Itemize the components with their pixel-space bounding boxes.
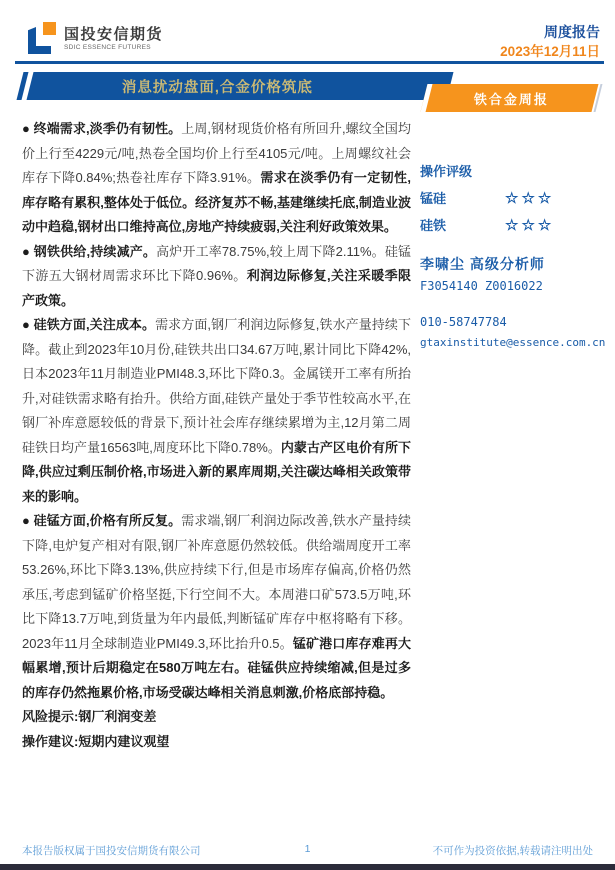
bottom-bar xyxy=(0,864,615,870)
category-label: 铁合金周报 xyxy=(474,91,550,107)
body-text-bold: 利润边际修复,关注采暖季限产政策。 xyxy=(22,268,411,308)
rating-row-ferrosilicon xyxy=(420,215,615,234)
body-text-bold: 需求在淡季仍有一定韧性,库存略有累积,整体处于低位。经济复苏不畅,基建继续托底,制造业波动中趋稳,钢材出口维持高位,房地产持续疲弱,关注利好政策效果。 xyxy=(22,170,411,234)
rating-row-manganese-silicon xyxy=(420,188,615,207)
body-text-bold: ● 硅锰方面,价格有所反复。 xyxy=(22,513,182,528)
sidebar xyxy=(420,163,615,351)
advice-label: 操作建议: xyxy=(22,733,79,749)
body-text: 上周,钢材现货价格有所回升,螺纹全国均价上行至4229元/吨,热卷全国均价上行至4105元/吨。上周螺纹社会库存下降0.84%;热卷社库存下降3.91%。 xyxy=(22,121,412,185)
body-paragraph xyxy=(22,509,411,705)
risk-note xyxy=(22,705,411,730)
rating-stars-icon: ☆☆☆ xyxy=(505,189,555,207)
company-name-cn: 国投安信期货 xyxy=(64,26,164,43)
body-text-bold: 锰矿港口库存难再大幅累增,预计后期稳定在580万吨左右。硅锰供应持续缩减,但是过多的库存仍然拖累价格,市场受碳达峰相关消息刺激,价格底部持稳。 xyxy=(22,635,411,700)
risk-label: 风险提示: xyxy=(22,709,79,724)
footer-copyright: 本报告版权属于国投安信期货有限公司 xyxy=(22,845,201,857)
analyst-certificates: F3054140 Z0016022 xyxy=(420,279,543,293)
body-paragraph xyxy=(22,240,411,314)
rating-title: 操作评级 xyxy=(420,164,473,179)
body-text: 需求端,钢厂利润边际改善,铁水产量持续下降,电炉复产相对有限,钢厂补库意愿仍然较低。供给端周度开工率53.26%,环比下降3.13%,供应持续下行,但是市场库存偏高,价格仍然承压,考虑到锰矿价格坚挺,下行空间不大。本周港口矿573.5万吨,环比下降13.7万吨,到货量为年内最低,判断锰矿库存中枢将略有下移。2023年11月全球制造业PMI49.3,环比抬升0.5。 xyxy=(22,513,412,651)
report-meta xyxy=(500,23,600,61)
footer-disclaimer: 不可作为投资依据,转载请注明出处 xyxy=(432,845,593,857)
body-paragraph xyxy=(22,117,411,240)
company-name-en: SDIC ESSENCE FUTURES xyxy=(64,44,151,51)
body-paragraphs xyxy=(22,117,411,705)
rating-stars-icon: ☆☆☆ xyxy=(505,216,555,234)
advice-note xyxy=(22,730,411,755)
analyst-job-title: 高级分析师 xyxy=(469,256,545,272)
body-text-bold: ● 硅铁方面,关注成本。 xyxy=(22,317,156,332)
company-logo-icon xyxy=(28,22,58,54)
body-text: 需求方面,钢厂利润边际修复,铁水产量持续下降。截止到2023年10月份,硅铁共出口34.67万吨,累计同比下降42%,日本2023年11月制造业PMI48.3,环比下降0.3。金属镁开工率有所抬升,对硅铁需求略有抬升。供给方面,硅铁产量处于季节性较高水平,在钢厂补库意愿较低的背景下,预计社会库存继续累增为主,12月第二周硅铁日均产量16563吨,周度环比下降0.78%。 xyxy=(22,317,411,455)
page-number: 1 xyxy=(304,843,311,855)
company-logo xyxy=(28,22,163,54)
header-divider xyxy=(15,61,604,64)
logo-orange-square xyxy=(43,22,56,35)
body-paragraph xyxy=(22,313,411,509)
body-text-bold: 内蒙古产区电价有所下降,供应过剩压制价格,市场进入新的累库周期,关注碳达峰相关政策带来的影响。 xyxy=(22,439,411,504)
footer xyxy=(0,843,615,859)
rating-name: 锰硅 xyxy=(420,191,447,206)
analyst-phone: 010-58747784 xyxy=(420,315,507,329)
risk-text: 钢厂利润变差 xyxy=(78,709,157,724)
rating-name: 硅铁 xyxy=(420,218,447,233)
report-type-label: 周度报告 xyxy=(544,24,600,40)
logo-blue-bar-horizontal xyxy=(28,46,51,54)
body-text-bold: ● 终端需求,淡季仍有韧性。 xyxy=(22,121,182,136)
company-name xyxy=(64,22,163,52)
report-title: 消息扰动盘面,合金价格筑底 xyxy=(121,79,314,96)
report-date: 2023年12月11日 xyxy=(500,44,600,59)
title-banner xyxy=(27,72,454,100)
body-text-bold: ● 钢铁供给,持续减产。 xyxy=(22,243,157,259)
report-body xyxy=(22,117,411,754)
advice-text: 短期内建议观望 xyxy=(78,733,170,749)
analyst-name-title xyxy=(420,254,615,274)
analyst-name: 李啸尘 xyxy=(420,256,465,272)
category-banner xyxy=(421,84,599,112)
body-text: 高炉开工率78.75%,较上周下降2.11%。硅锰下游五大钢材周需求环比下降0.96%。 xyxy=(22,243,411,283)
analyst-email-link[interactable]: gtaxinstitute@essence.com.cn xyxy=(420,336,606,349)
